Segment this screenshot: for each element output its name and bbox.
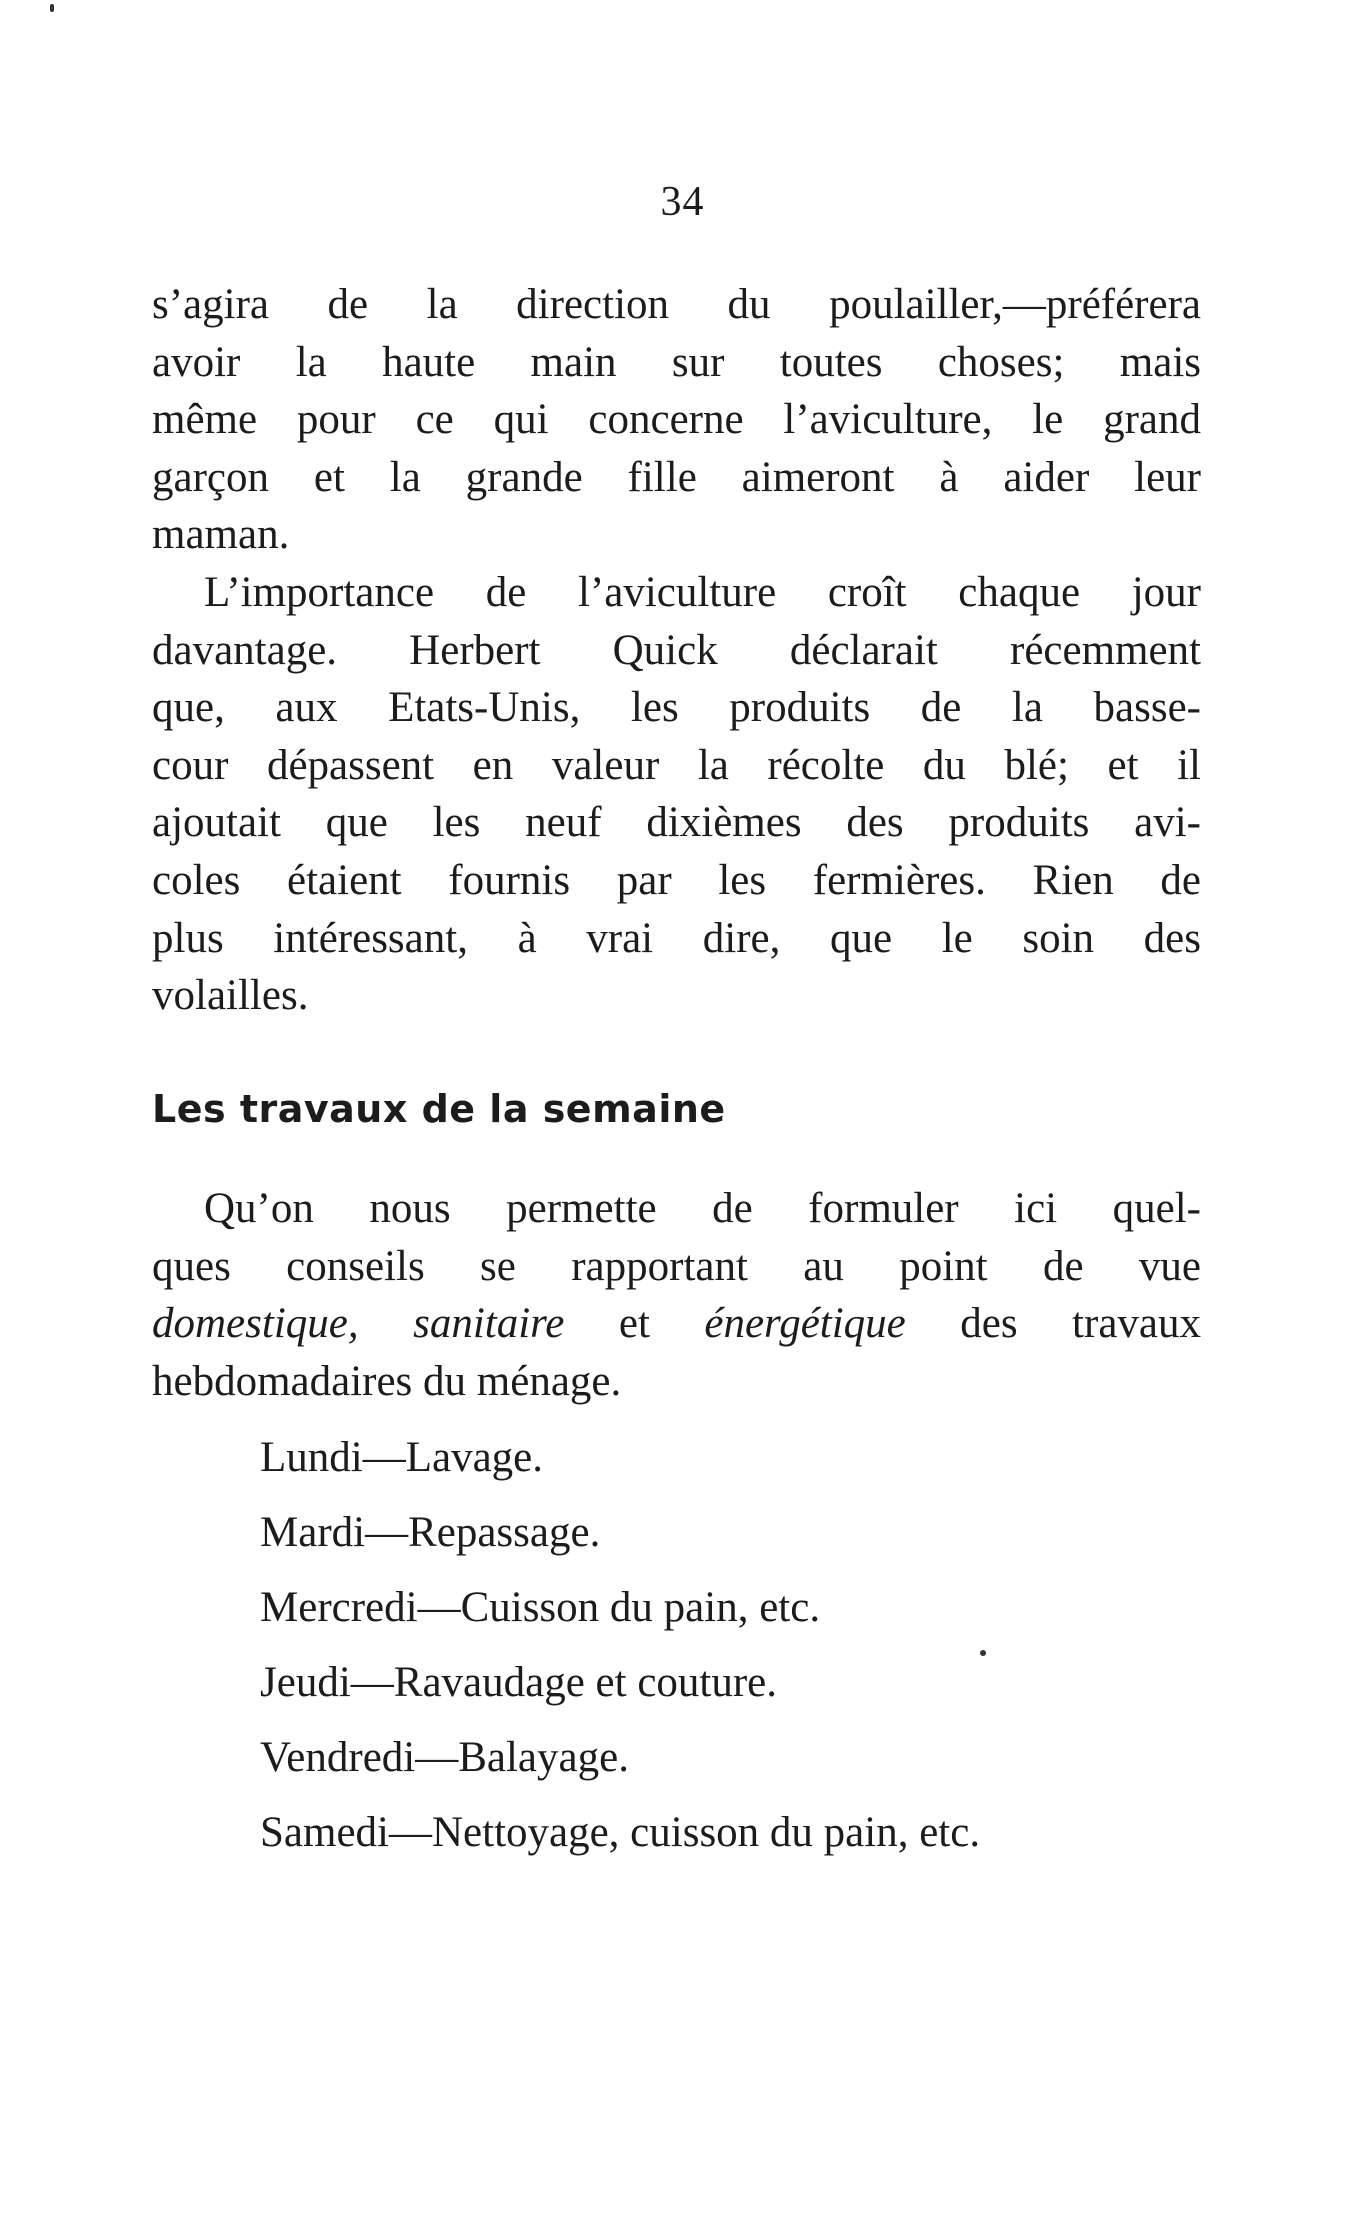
text-line: que, aux Etats-Unis, les produits de la basse-	[152, 684, 1201, 732]
italic-term: énergétique	[704, 1300, 906, 1348]
paragraph-advice	[152, 1180, 1201, 1410]
schedule-item-mardi: Mardi—Repassage.	[260, 1509, 601, 1556]
text-line: garçon et la grande fille aimeront à aider leur	[152, 453, 1201, 501]
page-number: 34	[660, 179, 705, 225]
italic-term: domestique, sanitaire	[152, 1300, 565, 1348]
section-heading: Les travaux de la semaine	[152, 1087, 726, 1131]
text-line: L’importance de l’aviculture croît chaque jour	[204, 569, 1201, 616]
text-line: avoir la haute main sur toutes choses; mais	[152, 338, 1201, 386]
schedule-item-lundi: Lundi—Lavage.	[260, 1434, 543, 1481]
text-line: volailles.	[152, 972, 309, 1020]
text-line: coles étaient fournis par les fermières. Rien de	[152, 856, 1201, 904]
schedule-item-mercredi: Mercredi—Cuisson du pain, etc.	[260, 1584, 821, 1631]
text-fragment: et	[564, 1300, 705, 1348]
print-speck	[980, 1650, 986, 1656]
text-line: Qu’on nous permette de formuler ici quel-	[204, 1185, 1201, 1232]
text-line: cour dépassent en valeur la récolte du blé; et il	[152, 741, 1201, 789]
paragraph-continued	[152, 276, 1201, 564]
text-line: s’agira de la direction du poulailler,—préférera	[152, 281, 1201, 328]
print-speck	[50, 4, 54, 12]
schedule-item-samedi: Samedi—Nettoyage, cuisson du pain, etc.	[260, 1809, 981, 1856]
text-line: maman.	[152, 511, 290, 559]
text-line: ques conseils se rapportant au point de vue	[152, 1242, 1201, 1290]
schedule-item-jeudi: Jeudi—Ravaudage et couture.	[260, 1659, 778, 1706]
text-line	[152, 1295, 1201, 1353]
text-fragment: des travaux	[905, 1300, 1201, 1348]
schedule-item-vendredi: Vendredi—Balayage.	[260, 1734, 629, 1781]
paragraph-aviculture	[152, 564, 1201, 1025]
text-line: ajoutait que les neuf dixièmes des produits avi-	[152, 799, 1201, 847]
text-line: même pour ce qui concerne l’aviculture, le grand	[152, 396, 1201, 444]
weekly-schedule	[260, 1420, 980, 1870]
text-line: plus intéressant, à vrai dire, que le soin des	[152, 914, 1201, 962]
text-line: hebdomadaires du ménage.	[152, 1357, 622, 1405]
text-line: davantage. Herbert Quick déclarait récemment	[152, 626, 1201, 674]
